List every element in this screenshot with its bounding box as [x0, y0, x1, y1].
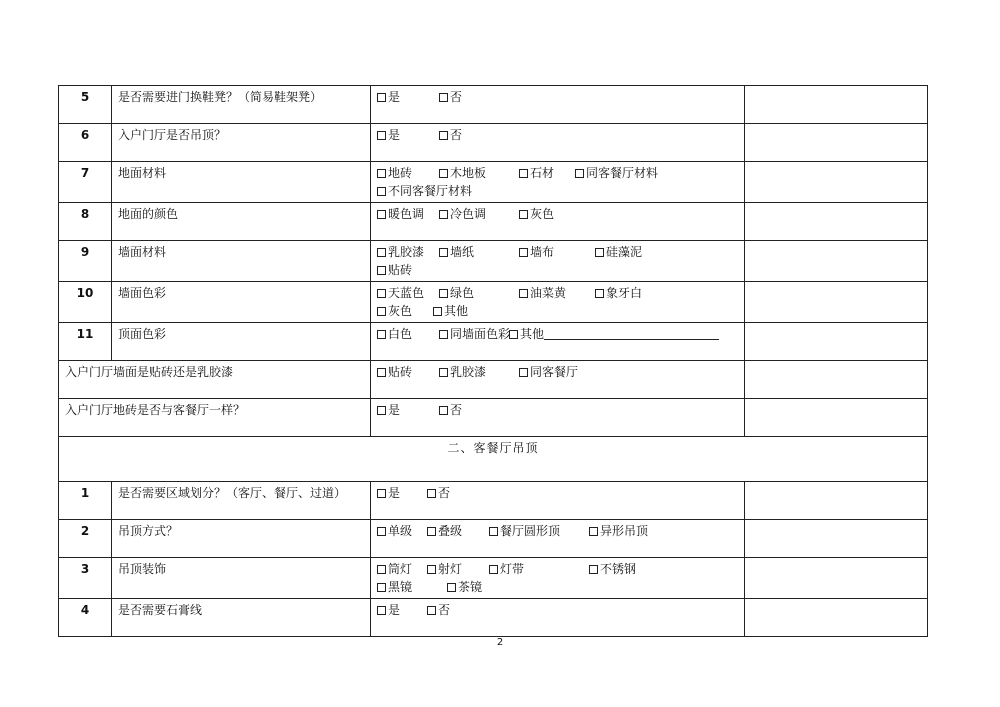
checkbox-icon[interactable] — [519, 169, 528, 178]
option-checkbox[interactable] — [575, 164, 685, 182]
item-number: 7 — [59, 162, 112, 203]
table-row — [59, 124, 928, 162]
checkbox-icon[interactable] — [377, 210, 386, 219]
checkbox-icon[interactable] — [377, 368, 386, 377]
checkbox-icon[interactable] — [439, 210, 448, 219]
option-checkbox[interactable] — [377, 302, 433, 320]
options-cell — [371, 482, 745, 520]
page-number: 2 — [496, 637, 504, 648]
option-label: 不锈钢 — [600, 562, 637, 576]
option-label: 是 — [388, 486, 401, 500]
option-checkbox[interactable] — [447, 578, 507, 596]
option-label: 硅藻泥 — [606, 245, 643, 259]
notes-cell[interactable] — [745, 482, 928, 520]
option-checkbox[interactable] — [377, 560, 427, 578]
option-checkbox[interactable] — [427, 560, 489, 578]
checkbox-icon[interactable] — [439, 289, 448, 298]
option-checkbox[interactable] — [439, 243, 519, 261]
option-checkbox[interactable] — [377, 484, 427, 502]
checkbox-icon[interactable] — [489, 527, 498, 536]
option-label: 其他 — [444, 304, 469, 318]
checkbox-icon[interactable] — [377, 248, 386, 257]
option-checkbox[interactable] — [589, 560, 669, 578]
option-checkbox[interactable] — [427, 601, 477, 619]
table-row — [59, 86, 928, 124]
option-label: 否 — [450, 403, 463, 417]
checkbox-icon[interactable] — [377, 330, 386, 339]
checkbox-icon[interactable] — [427, 527, 436, 536]
option-checkbox[interactable] — [377, 401, 439, 419]
checkbox-icon[interactable] — [519, 248, 528, 257]
option-label: 否 — [450, 128, 463, 142]
question-text: 吊顶方式？ — [112, 520, 371, 558]
option-label: 茶镜 — [458, 580, 483, 594]
item-number: 4 — [59, 599, 112, 637]
checkbox-icon[interactable] — [589, 527, 598, 536]
checkbox-icon[interactable] — [439, 368, 448, 377]
table-row — [59, 162, 928, 203]
option-label: 灰色 — [388, 304, 413, 318]
question-text: 入户门厅是否吊顶？ — [112, 124, 371, 162]
checkbox-icon[interactable] — [439, 248, 448, 257]
item-number: 10 — [59, 282, 112, 323]
option-label: 白色 — [388, 327, 413, 341]
checkbox-icon[interactable] — [377, 93, 386, 102]
question-text: 是否需要区域划分？（客厅、餐厅、过道） — [112, 482, 371, 520]
option-checkbox[interactable] — [519, 284, 595, 302]
option-checkbox[interactable] — [377, 284, 439, 302]
notes-cell[interactable] — [745, 86, 928, 124]
option-label: 筒灯 — [388, 562, 413, 576]
option-label: 是 — [388, 128, 401, 142]
table-row — [59, 323, 928, 361]
option-checkbox[interactable] — [427, 484, 477, 502]
notes-cell[interactable] — [745, 241, 928, 282]
option-label: 不同客餐厅材料 — [388, 184, 473, 198]
checkbox-icon[interactable] — [439, 169, 448, 178]
checkbox-icon[interactable] — [377, 187, 386, 196]
table-row — [59, 241, 928, 282]
option-label: 贴砖 — [388, 365, 413, 379]
options-cell — [371, 203, 745, 241]
option-checkbox[interactable] — [489, 560, 589, 578]
table-row — [59, 399, 928, 437]
options-cell — [371, 241, 745, 282]
checkbox-icon[interactable] — [595, 248, 604, 257]
option-label: 绿色 — [450, 286, 475, 300]
checkbox-icon[interactable] — [439, 406, 448, 415]
checkbox-icon[interactable] — [377, 289, 386, 298]
checkbox-icon[interactable] — [439, 131, 448, 140]
option-checkbox[interactable] — [377, 205, 439, 223]
option-checkbox[interactable] — [377, 88, 439, 106]
option-label: 贴砖 — [388, 263, 413, 277]
option-label: 乳胶漆 — [450, 365, 487, 379]
checkbox-icon[interactable] — [377, 406, 386, 415]
checkbox-icon[interactable] — [377, 565, 386, 574]
option-checkbox[interactable] — [439, 401, 501, 419]
option-checkbox[interactable] — [427, 522, 489, 540]
option-checkbox[interactable] — [439, 363, 519, 381]
checkbox-icon[interactable] — [519, 210, 528, 219]
checkbox-icon[interactable] — [447, 583, 456, 592]
options-cell — [371, 520, 745, 558]
checkbox-icon[interactable] — [519, 289, 528, 298]
option-label: 乳胶漆 — [388, 245, 425, 259]
option-checkbox[interactable] — [377, 578, 447, 596]
option-label: 是 — [388, 403, 401, 417]
options-cell — [371, 282, 745, 323]
option-checkbox[interactable] — [377, 182, 487, 200]
option-checkbox[interactable] — [377, 261, 433, 279]
option-label: 墙布 — [530, 245, 555, 259]
table-row — [59, 520, 928, 558]
option-checkbox[interactable] — [377, 363, 439, 381]
option-checkbox[interactable] — [595, 284, 687, 302]
option-label: 天蓝色 — [388, 286, 425, 300]
checkbox-icon[interactable] — [595, 289, 604, 298]
checkbox-icon[interactable] — [377, 169, 386, 178]
item-number: 9 — [59, 241, 112, 282]
option-label: 灯带 — [500, 562, 525, 576]
checkbox-icon[interactable] — [519, 368, 528, 377]
section-row — [59, 437, 928, 482]
option-label: 同客餐厅 — [530, 365, 579, 379]
table-row — [59, 282, 928, 323]
question-text: 墙面色彩 — [112, 282, 371, 323]
option-label: 其他 — [520, 327, 545, 341]
option-checkbox[interactable] — [377, 164, 439, 182]
item-number: 1 — [59, 482, 112, 520]
checkbox-icon[interactable] — [509, 330, 518, 339]
table-row — [59, 482, 928, 520]
option-label: 油菜黄 — [530, 286, 567, 300]
option-checkbox[interactable] — [595, 243, 687, 261]
checkbox-icon[interactable] — [377, 307, 386, 316]
option-checkbox[interactable] — [519, 243, 595, 261]
options-cell — [371, 361, 745, 399]
notes-cell[interactable] — [745, 124, 928, 162]
question-text: 是否需要石膏线 — [112, 599, 371, 637]
question-text: 入户门厅地砖是否与客餐厅一样？ — [59, 399, 371, 437]
option-label: 石材 — [530, 166, 555, 180]
option-label: 否 — [438, 486, 451, 500]
option-label: 单级 — [388, 524, 413, 538]
question-text: 地面的颜色 — [112, 203, 371, 241]
checkbox-icon[interactable] — [489, 565, 498, 574]
option-checkbox[interactable] — [377, 601, 427, 619]
option-checkbox[interactable] — [439, 88, 501, 106]
notes-cell[interactable] — [745, 282, 928, 323]
table-row — [59, 203, 928, 241]
option-checkbox[interactable] — [439, 126, 501, 144]
option-label: 墙纸 — [450, 245, 475, 259]
item-number: 3 — [59, 558, 112, 599]
question-text: 吊顶装饰 — [112, 558, 371, 599]
checkbox-icon[interactable] — [377, 131, 386, 140]
item-number: 8 — [59, 203, 112, 241]
option-label: 灰色 — [530, 207, 555, 221]
item-number: 6 — [59, 124, 112, 162]
option-label: 同墙面色彩 — [450, 327, 511, 341]
options-cell — [371, 599, 745, 637]
options-cell — [371, 162, 745, 203]
option-checkbox[interactable] — [433, 302, 495, 320]
notes-cell[interactable] — [745, 162, 928, 203]
item-number: 2 — [59, 520, 112, 558]
option-checkbox[interactable] — [509, 325, 549, 343]
notes-cell[interactable] — [745, 558, 928, 599]
option-checkbox[interactable] — [377, 243, 439, 261]
notes-cell[interactable] — [745, 520, 928, 558]
option-label: 是 — [388, 90, 401, 104]
notes-cell[interactable] — [745, 203, 928, 241]
option-label: 否 — [438, 603, 451, 617]
question-text: 顶面色彩 — [112, 323, 371, 361]
survey-table — [58, 85, 928, 637]
checkbox-icon[interactable] — [377, 606, 386, 615]
options-cell — [371, 124, 745, 162]
option-checkbox[interactable] — [439, 325, 509, 343]
question-text: 地面材料 — [112, 162, 371, 203]
option-checkbox[interactable] — [519, 205, 575, 223]
option-label: 叠级 — [438, 524, 463, 538]
checkbox-icon[interactable] — [439, 330, 448, 339]
notes-cell[interactable] — [745, 399, 928, 437]
option-label: 同客餐厅材料 — [586, 166, 659, 180]
option-label: 冷色调 — [450, 207, 487, 221]
checkbox-icon[interactable] — [377, 583, 386, 592]
option-checkbox[interactable] — [377, 522, 427, 540]
option-checkbox[interactable] — [489, 522, 589, 540]
option-label: 暖色调 — [388, 207, 425, 221]
section-title: 二、客餐厅吊顶 — [59, 437, 928, 482]
fill-in-blank[interactable] — [544, 327, 719, 340]
options-cell — [371, 86, 745, 124]
checkbox-icon[interactable] — [377, 527, 386, 536]
checkbox-icon[interactable] — [377, 266, 386, 275]
option-label: 象牙白 — [606, 286, 643, 300]
table-row — [59, 558, 928, 599]
option-label: 木地板 — [450, 166, 487, 180]
option-label: 射灯 — [438, 562, 463, 576]
item-number: 5 — [59, 86, 112, 124]
table-row — [59, 361, 928, 399]
options-cell — [371, 399, 745, 437]
item-number: 11 — [59, 323, 112, 361]
table-row — [59, 599, 928, 637]
options-cell — [371, 558, 745, 599]
notes-cell[interactable] — [745, 361, 928, 399]
notes-cell[interactable] — [745, 323, 928, 361]
question-text: 是否需要进门换鞋凳？（简易鞋架凳） — [112, 86, 371, 124]
option-checkbox[interactable] — [519, 164, 575, 182]
checkbox-icon[interactable] — [575, 169, 584, 178]
question-text: 墙面材料 — [112, 241, 371, 282]
checkbox-icon[interactable] — [427, 489, 436, 498]
option-label: 异形吊顶 — [600, 524, 649, 538]
options-cell — [371, 323, 745, 361]
checkbox-icon[interactable] — [433, 307, 442, 316]
option-label: 餐厅圆形顶 — [500, 524, 561, 538]
option-checkbox[interactable] — [439, 205, 519, 223]
checkbox-icon[interactable] — [439, 93, 448, 102]
option-label: 否 — [450, 90, 463, 104]
checkbox-icon[interactable] — [427, 565, 436, 574]
option-label: 地砖 — [388, 166, 413, 180]
checkbox-icon[interactable] — [427, 606, 436, 615]
notes-cell[interactable] — [745, 599, 928, 637]
option-label: 黑镜 — [388, 580, 413, 594]
checkbox-icon[interactable] — [377, 489, 386, 498]
option-checkbox[interactable] — [519, 363, 629, 381]
option-checkbox[interactable] — [589, 522, 669, 540]
option-label: 是 — [388, 603, 401, 617]
option-checkbox[interactable] — [439, 284, 519, 302]
option-checkbox[interactable] — [377, 325, 439, 343]
checkbox-icon[interactable] — [589, 565, 598, 574]
option-checkbox[interactable] — [439, 164, 519, 182]
question-text: 入户门厅墙面是贴砖还是乳胶漆 — [59, 361, 371, 399]
option-checkbox[interactable] — [377, 126, 439, 144]
